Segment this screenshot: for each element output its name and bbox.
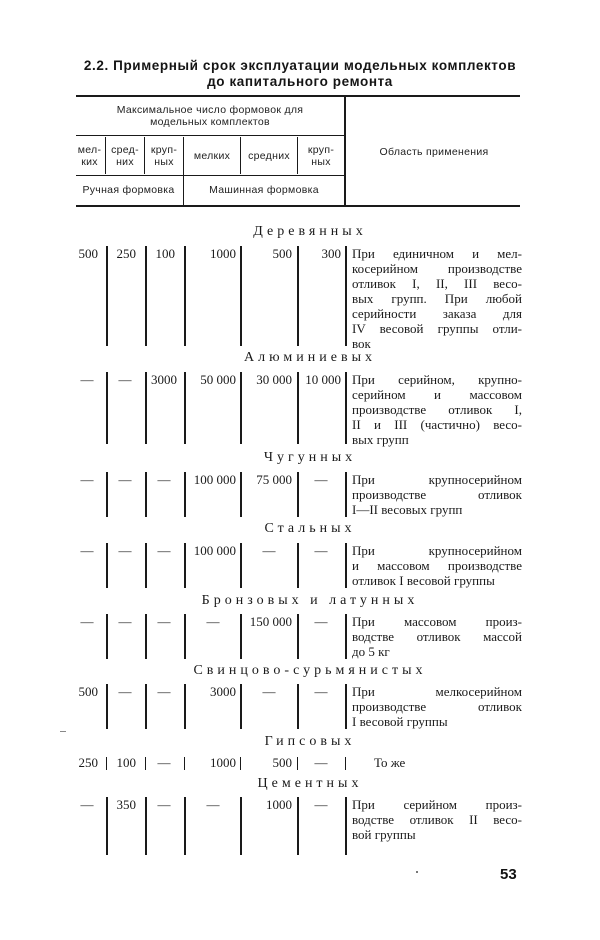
cell-value: 500 [78, 246, 98, 261]
cell-value: 1000 [266, 797, 292, 812]
row-divider [297, 684, 299, 729]
section-title: Бронзовых и латунных [201, 593, 419, 608]
cell-value: — [314, 543, 328, 558]
row-divider [240, 757, 241, 770]
col-header-text: ных [311, 156, 331, 168]
page-number: 53 [500, 866, 517, 883]
cell-value: — [314, 684, 328, 699]
cell-value: — [80, 472, 94, 487]
cell-value: — [314, 472, 328, 487]
cell-value: 500 [78, 684, 98, 699]
desc-line: I—II весовых групп [352, 502, 463, 517]
desc-line: При крупносерийном [352, 472, 522, 487]
desc-line: I весовой группы [352, 714, 448, 729]
row-divider [240, 246, 242, 346]
row-divider [145, 543, 147, 588]
row-divider [145, 472, 147, 517]
cell-value: — [80, 543, 94, 558]
section-title: Стальных [264, 521, 356, 536]
row-divider [145, 684, 147, 729]
header-group-label-line2: модельных комплектов [150, 116, 270, 128]
application-text [352, 246, 522, 351]
table-title-line2: до капитального ремонта [207, 74, 393, 89]
col-header-text: круп- [307, 144, 335, 156]
col-header-manual-small [74, 144, 105, 168]
section-title: Чугунных [263, 450, 357, 465]
application-text [352, 614, 522, 659]
col-header-text: мелких [193, 150, 231, 162]
cell-value: — [206, 614, 220, 629]
cell-value: 250 [78, 755, 98, 770]
cell-value: 100 [116, 755, 136, 770]
col-header-text: мел- [77, 144, 102, 156]
desc-line: серийном и массовом [352, 387, 522, 402]
application-text [352, 684, 522, 729]
col-header-manual-medium [106, 144, 144, 168]
desc-line: вок [352, 336, 371, 351]
row-divider [145, 797, 147, 855]
application-text [352, 543, 522, 588]
cell-value: 100 000 [193, 472, 236, 487]
desc-line: При крупносерийном [352, 543, 522, 558]
cell-value: 1000 [210, 246, 236, 261]
header-method-rule [76, 175, 344, 176]
row-divider [184, 246, 186, 346]
cell-value: — [118, 614, 132, 629]
cell-value: — [314, 755, 328, 770]
header-group-label [76, 104, 344, 128]
cell-value: 3000 [210, 684, 236, 699]
cell-value: 10 000 [305, 372, 341, 387]
col-header-machine-medium [241, 150, 297, 162]
cell-value: — [80, 797, 94, 812]
row-divider [345, 372, 347, 444]
application-text [374, 755, 544, 770]
section-title: Гипсовых [264, 734, 356, 749]
header-group-label-line1: Максимальное число формовок для [116, 104, 304, 116]
desc-line: производстве отливок [352, 699, 522, 714]
row-divider [145, 757, 146, 770]
row-divider [297, 246, 299, 346]
col-header-machine-large [298, 144, 344, 168]
col-header-text: ких [81, 156, 98, 168]
row-divider [106, 543, 108, 588]
cell-value: — [157, 684, 171, 699]
row-divider [106, 614, 108, 659]
desc-line: отливок I, II, III весо- [352, 276, 522, 291]
row-divider [345, 757, 346, 770]
cell-value: — [157, 755, 171, 770]
row-divider [345, 543, 347, 588]
desc-line: При серийном, крупно- [352, 372, 522, 387]
cell-value: 50 000 [200, 372, 236, 387]
row-divider [240, 684, 242, 729]
cell-value: 1000 [210, 755, 236, 770]
col-header-text: них [116, 156, 134, 168]
row-divider [345, 797, 347, 855]
desc-line: водстве отливок II весо- [352, 812, 522, 827]
header-application: Область применения [379, 146, 489, 158]
application-text [352, 797, 522, 842]
cell-value: — [80, 372, 94, 387]
application-text [352, 372, 522, 447]
cell-value: 100 [155, 246, 175, 261]
cell-value: — [157, 797, 171, 812]
desc-line: IV весовой группы отли- [352, 321, 522, 336]
row-divider [345, 246, 347, 346]
col-header-manual-large [145, 144, 183, 168]
desc-line: II и III (частично) весо- [352, 417, 522, 432]
section-title: Цементных [257, 776, 363, 791]
col-header-text: круп- [150, 144, 178, 156]
row-divider [106, 757, 107, 770]
header-top-rule [76, 95, 520, 97]
desc-line: При единичном и мел- [352, 246, 522, 261]
desc-line: отливок I весовой группы [352, 573, 495, 588]
row-divider [240, 543, 242, 588]
desc-line: вой группы [352, 827, 416, 842]
header-machine-molding: Машинная формовка [209, 184, 319, 196]
row-divider [297, 757, 298, 770]
row-divider [345, 684, 347, 729]
desc-line: То же [374, 755, 406, 770]
desc-line: и массовом производстве [352, 558, 522, 573]
header-manual-molding: Ручная формовка [82, 184, 175, 196]
desc-line: вых групп [352, 432, 409, 447]
cell-value: 3000 [151, 372, 177, 387]
cell-value: 250 [116, 246, 136, 261]
row-divider [106, 246, 108, 346]
row-divider [145, 614, 147, 659]
header-group-rule [76, 135, 344, 136]
section-title: Алюминиевых [244, 350, 376, 365]
col-header-text: ных [154, 156, 174, 168]
desc-line: вых групп. При любой [352, 291, 522, 306]
cell-value: — [314, 797, 328, 812]
section-title: Деревянных [253, 224, 367, 239]
row-divider [184, 757, 185, 770]
scan-mark [60, 731, 66, 732]
desc-line: косерийном производстве [352, 261, 522, 276]
cell-value: — [118, 372, 132, 387]
col-header-text: сред- [111, 144, 139, 156]
col-header-text: средних [248, 150, 290, 162]
row-divider [345, 472, 347, 517]
row-divider [106, 684, 108, 729]
cell-value: — [157, 543, 171, 558]
cell-value: 75 000 [256, 472, 292, 487]
desc-line: При серийном произ- [352, 797, 522, 812]
row-divider [106, 372, 108, 444]
cell-value: — [118, 684, 132, 699]
row-divider [184, 797, 186, 855]
cell-value: — [118, 472, 132, 487]
cell-value: — [80, 614, 94, 629]
row-divider [145, 246, 147, 346]
desc-line: При мелкосерийном [352, 684, 522, 699]
desc-line: серийности заказа для [352, 306, 522, 321]
row-divider [297, 614, 299, 659]
desc-line: до 5 кг [352, 644, 390, 659]
header-bottom-rule [76, 205, 520, 207]
cell-value: — [206, 797, 220, 812]
desc-line: водстве отливок массой [352, 629, 522, 644]
cell-value: 300 [321, 246, 341, 261]
row-divider [184, 614, 186, 659]
cell-value: — [262, 684, 276, 699]
cell-value: — [314, 614, 328, 629]
desc-line: производстве отливок I, [352, 402, 522, 417]
row-divider [106, 472, 108, 517]
table-title [70, 58, 530, 90]
cell-value: 150 000 [249, 614, 292, 629]
row-divider [345, 614, 347, 659]
cell-value: 100 000 [193, 543, 236, 558]
desc-line: При массовом произ- [352, 614, 522, 629]
row-divider [297, 472, 299, 517]
cell-value: — [157, 472, 171, 487]
section-title: Свинцово-сурьмянистых [193, 663, 427, 678]
cell-value: — [118, 543, 132, 558]
cell-value: — [157, 614, 171, 629]
cell-value: 500 [272, 755, 292, 770]
cell-value: 30 000 [256, 372, 292, 387]
cell-value: — [262, 543, 276, 558]
cell-value: 350 [116, 797, 136, 812]
col-header-machine-small [184, 150, 240, 162]
application-text [352, 472, 522, 517]
row-divider [297, 797, 299, 855]
table-title-line1: 2.2. Примерный срок эксплуатации модельных комплектов [83, 58, 517, 73]
cell-value: 500 [272, 246, 292, 261]
scan-dot [416, 871, 418, 873]
row-divider [297, 543, 299, 588]
desc-line: производстве отливок [352, 487, 522, 502]
